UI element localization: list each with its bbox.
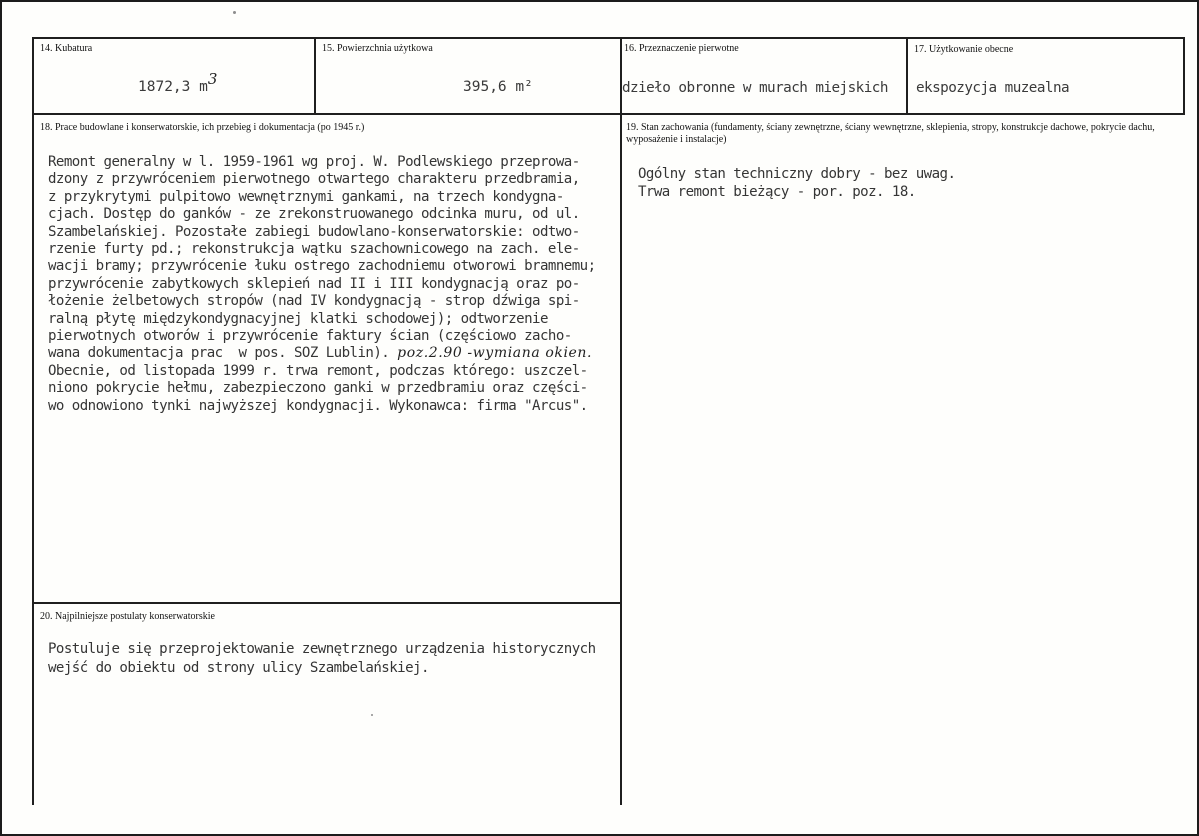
text-line: Remont generalny w l. 1959-1961 wg proj. W. Podlewskiego przeprowa-: [48, 154, 580, 170]
text-line: rzenie furty pd.; rekonstrukcja wątku szachownicowego na zach. ele-: [48, 241, 580, 258]
paper-mark: [233, 11, 236, 14]
center-divider: [620, 37, 622, 805]
text-line: niono pokrycie hełmu, zabezpieczono ganki w przedbramiu oraz części-: [48, 380, 588, 397]
kubatura-value-text: 1872,3 m: [138, 79, 208, 95]
text-line: Postuluje się przeprojektowanie zewnętrznego urządzenia historycznych: [48, 641, 596, 657]
text-line-with-note: [48, 345, 618, 362]
top-row-top-border: [32, 37, 1185, 39]
field-20-text: [48, 640, 620, 678]
field-15-value: 395,6 m²: [463, 79, 533, 95]
field-17-label: 17. Użytkowanie obecne: [914, 44, 1014, 55]
field-16-label: 16. Przeznaczenie pierwotne: [624, 43, 739, 54]
top-row-bottom-border: [32, 113, 1185, 115]
text-line: cjach. Dostęp do ganków - ze zrekonstruowanego odcinka muru, od ul.: [48, 206, 580, 223]
text-line: Szambelańskiej. Pozostałe zabiegi budowlano-konserwatorskie: odtwo-: [48, 223, 580, 240]
divider-14-15: [314, 37, 316, 114]
field-17-value: ekspozycja muzealna: [916, 80, 1070, 96]
field-19-text: [638, 165, 1178, 201]
field-20-label: 20. Najpilniejsze postulaty konserwatorskie: [40, 611, 215, 622]
text-line: pierwotnych otworów i przywrócenie faktury ścian (częściowo zacho-: [48, 328, 572, 345]
right-border: [1183, 37, 1185, 114]
text-line: ralną płytę międzykondygnacyjnej klatki schodowej); odtworzenie: [48, 310, 548, 327]
text-line: wo odnowiono tynki najwyższej kondygnacji. Wykonawca: firma "Arcus".: [48, 397, 588, 414]
text-line: z przykrytymi pulpitowo wewnętrznymi gankami, na trzech kondygna-: [48, 188, 564, 205]
handwritten-note: poz.2.90 -wymiana okien.: [397, 345, 593, 362]
text-line: wejść do obiektu od strony ulicy Szambelańskiej.: [48, 660, 429, 676]
kubatura-superscript: 3: [207, 70, 218, 88]
text-line: wacji bramy; przywrócenie łuku ostrego zachodniemu otworowi bramnemu;: [48, 258, 596, 275]
field-15-label: 15. Powierzchnia użytkowa: [322, 43, 433, 54]
text-line: wana dokumentacja prac w pos. SOZ Lublin).: [48, 345, 390, 362]
paper-mark: [371, 714, 373, 716]
text-line: łożenie żelbetowych stropów (nad IV kondygnacją - strop dźwiga spi-: [48, 293, 580, 310]
field-14-value: [138, 70, 218, 95]
field-18-text: [48, 154, 618, 415]
text-line: przywrócenie zabytkowych sklepień nad II i III kondygnacją oraz po-: [48, 275, 580, 292]
section-20-top-border: [32, 602, 622, 604]
text-line: Trwa remont bieżący - por. poz. 18.: [638, 184, 916, 200]
field-18-label: 18. Prace budowlane i konserwatorskie, ich przebieg i dokumentacja (po 1945 r.): [40, 122, 365, 133]
left-border: [32, 37, 34, 805]
field-16-value: dzieło obronne w murach miejskich: [622, 80, 888, 96]
field-19-label: 19. Stan zachowania (fundamenty, ściany zewnętrzne, ściany wewnętrzne, sklepienia, stropy, konstrukcje dachowe, pokrycie dachu, wyposażenie i instalacje): [626, 122, 1155, 145]
divider-16-17: [906, 37, 908, 114]
text-line: Ogólny stan techniczny dobry - bez uwag.: [638, 166, 956, 182]
text-line: Obecnie, od listopada 1999 r. trwa remont, podczas którego: uszczel-: [48, 362, 588, 379]
field-14-label: 14. Kubatura: [40, 43, 93, 54]
text-line: dzony z przywróceniem pierwotnego otwartego charakteru przedbramia,: [48, 171, 580, 188]
